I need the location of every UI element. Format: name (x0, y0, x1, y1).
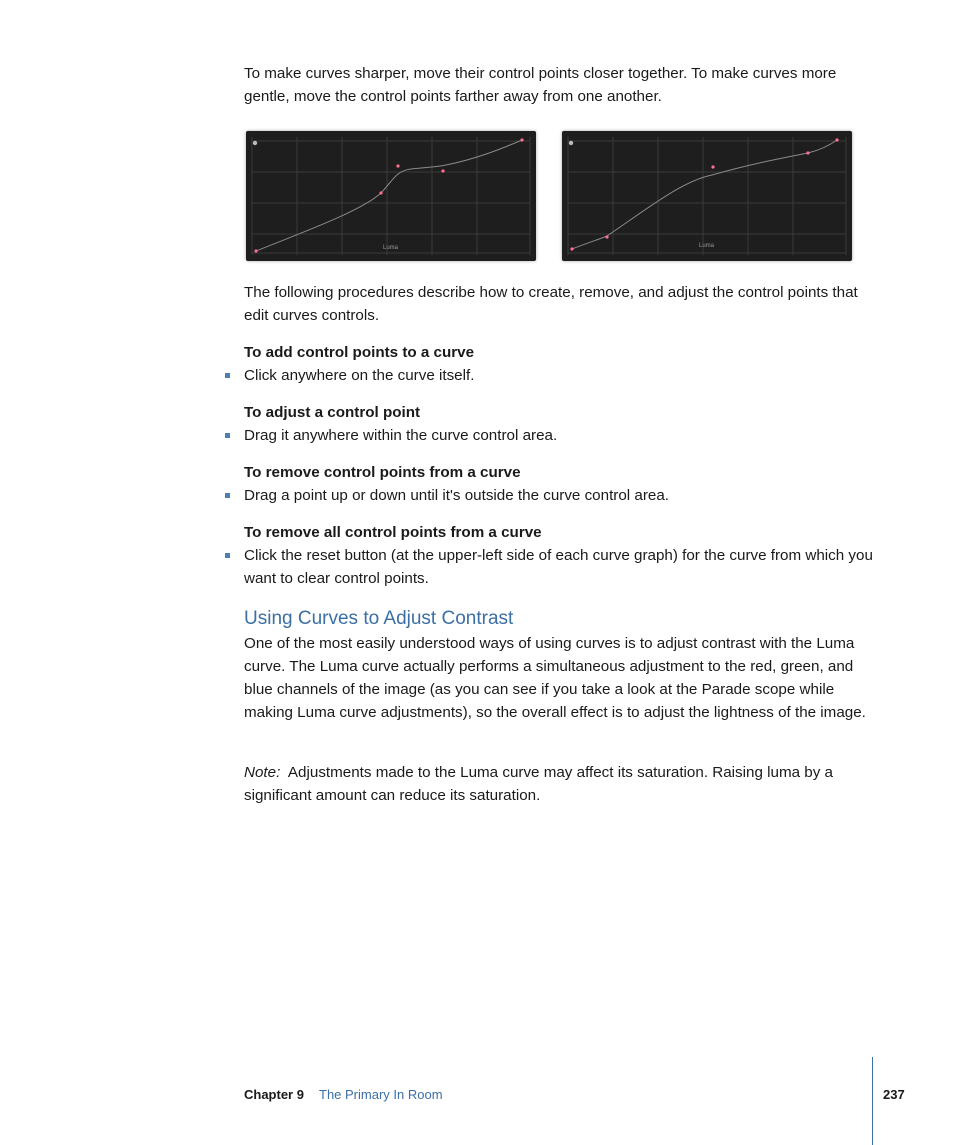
procedure-heading: To remove control points from a curve (244, 464, 521, 481)
control-point[interactable] (441, 169, 444, 172)
procedure-heading: To remove all control points from a curve (244, 524, 542, 541)
control-point[interactable] (570, 247, 573, 250)
procedure-step: Click the reset button (at the upper-left side of each curve graph) for the curve from which you want to clear control points. (244, 547, 873, 587)
section-body: One of the most easily understood ways of using curves is to adjust contrast with the Luma curve. The Luma curve actually performs a simultaneous adjustment to the red, green, and blue channels of the image (as you can see if you take a look at the Parade scope while making Luma curve adjustments), so the overall effect is to adjust the lightness of the image. (244, 635, 866, 721)
bullet-icon (225, 433, 230, 438)
procedures-intro: The following procedures describe how to create, remove, and adjust the control points that edit curves controls. (244, 284, 858, 324)
control-point[interactable] (254, 249, 257, 252)
control-point[interactable] (835, 138, 838, 141)
control-point[interactable] (396, 164, 399, 167)
bullet-icon (225, 493, 230, 498)
footer-chapter-title: The Primary In Room (319, 1087, 443, 1102)
note-paragraph (244, 761, 880, 807)
curve-graph-sharp (246, 131, 536, 261)
control-point[interactable] (711, 165, 714, 168)
curve-graph-gentle (562, 131, 852, 261)
page-number: 237 (883, 1087, 905, 1102)
reset-button-icon[interactable] (569, 141, 573, 145)
reset-button-icon[interactable] (253, 141, 257, 145)
procedure-step: Drag it anywhere within the curve control area. (244, 427, 558, 444)
control-point[interactable] (605, 235, 608, 238)
section-heading: Using Curves to Adjust Contrast (244, 608, 514, 629)
note-label: Note: (244, 764, 281, 781)
control-point[interactable] (379, 191, 382, 194)
procedure-step: Click anywhere on the curve itself. (244, 367, 475, 384)
procedure-heading: To adjust a control point (244, 404, 421, 421)
footer-divider (872, 1057, 873, 1145)
intro-paragraph: To make curves sharper, move their control points closer together. To make curves more gentle, move the control points farther away from one another. (244, 65, 837, 105)
footer-chapter: Chapter 9 (244, 1087, 304, 1102)
graph-label: Luma (699, 243, 715, 249)
procedure-heading: To add control points to a curve (244, 344, 475, 361)
procedure-step: Drag a point up or down until it's outside the curve control area. (244, 487, 670, 504)
graph-label: Luma (383, 245, 399, 251)
bullet-icon (225, 373, 230, 378)
control-point[interactable] (520, 138, 523, 141)
bullet-icon (225, 553, 230, 558)
note-text: Adjustments made to the Luma curve may affect its saturation. Raising luma by a significant amount can reduce its saturation. (244, 764, 833, 804)
control-point[interactable] (806, 151, 809, 154)
